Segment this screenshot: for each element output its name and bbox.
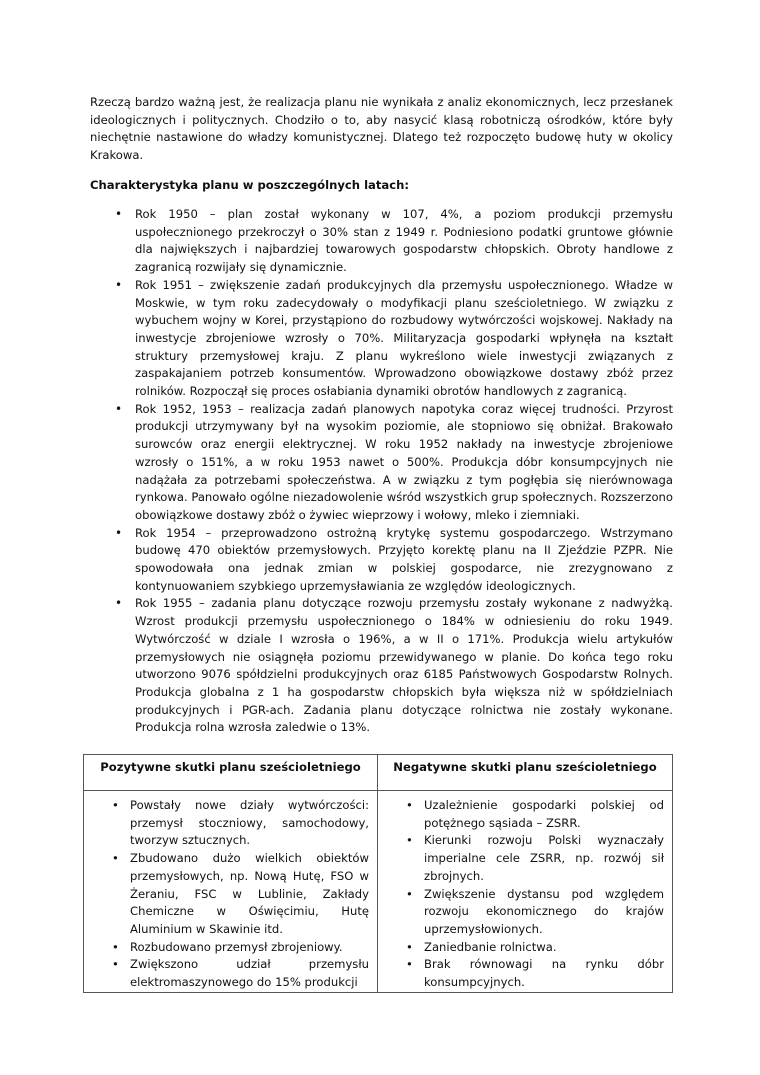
table-row <box>84 791 673 993</box>
list-item: • Zaniedbanie rolnictwa. <box>378 939 664 957</box>
list-item: • Kierunki rozwoju Polski wyznaczały imperialne cele ZSRR, np. rozwój sił zbrojnych. <box>378 832 664 885</box>
negative-cell <box>378 791 673 993</box>
negative-list <box>378 791 672 992</box>
list-item: • Powstały nowe działy wytwórczości: przemysł stoczniowy, samochodowy, tworzyw sztucznych. <box>84 797 369 850</box>
list-item: • Zwiększenie dystansu pod względem rozwoju ekonomicznego do krajów uprzemysłowionych. <box>378 886 664 939</box>
list-item-1954: • Rok 1954 – przeprowadzono ostrożną krytykę systemu gospodarczego. Wstrzymano budowę 470 obiektów przemysłowych. Przyjęto korektę planu na II Zjeździe PZPR. Nie spowodowała ona jednak zmian w polskiej gospodarce, nie zrezygnowano z kontynuowaniem szybkiego uprzemysławiania ze względów ideologicznych. <box>90 525 673 596</box>
list-item-1952-1953: • Rok 1952, 1953 – realizacja zadań planowych napotyka coraz więcej trudności. Przyrost produkcji utrzymywany był na wysokim poziomie, ale stopniowo się obniżał. Brakowało surowców oraz energii elektrycznej. W roku 1952 nakłady na inwestycje zbrojeniowe wzrosły o 151%, a w roku 1953 nawet o 500%. Produkcja dóbr konsumpcyjnych nie nadążała za potrzebami społeczeństwa. A w związku z tym pogłębia się nierównowaga rynkowa. Panowało ogólne niezadowolenie wśród wszystkich grup społecznych. Rozszerzono obowiązkowe dostawy zbóż o żywiec wieprzowy i wołowy, mleko i ziemniaki. <box>90 401 673 525</box>
list-item: • Brak równowagi na rynku dóbr konsumpcyjnych. <box>378 956 664 991</box>
list-item-1950: • Rok 1950 – plan został wykonany w 107, 4%, a poziom produkcji przemysłu uspołecznionego przekroczył o 30% stan z 1949 r. Podniesiono podatki gruntowe głównie dla największych i najbardziej towarowych gospodarstw chłopskich. Obroty handlowe z zagranicą rozwijały się dynamicznie. <box>90 206 673 277</box>
list-item-1951: • Rok 1951 – zwiększenie zadań produkcyjnych dla przemysłu uspołecznionego. Władze w Moskwie, w tym roku zadecydowały o modyfikacji planu sześcioletniego. W związku z wybuchem wojny w Korei, przystąpiono do rozbudowy wytwórczości wojskowej. Nakłady na inwestycje zbrojeniowe wzrosły o 70%. Militaryzacja gospodarki wpłynęła na kształt struktury przemysłowej kraju. Z planu wykreślono wiele inwestycji związanych z zaspakajaniem potrzeb konsumentów. Wprowadzono obowiązkowe dostawy zbóż przez rolników. Rozpoczął się proces osłabiania dynamiki obrotów handlowych z zagranicą. <box>90 277 673 401</box>
section-heading: Charakterystyka planu w poszczególnych latach: <box>90 178 410 192</box>
positive-list <box>84 791 377 992</box>
list-item: • Rozbudowano przemysł zbrojeniowy. <box>84 939 369 957</box>
header-negative: Negatywne skutki planu sześcioletniego <box>378 755 673 791</box>
list-item: • Uzależnienie gospodarki polskiej od potężnego sąsiada – ZSRR. <box>378 797 664 832</box>
effects-table <box>83 754 673 993</box>
years-list <box>90 206 673 737</box>
list-item-1955: • Rok 1955 – zadania planu dotyczące rozwoju przemysłu zostały wykonane z nadwyżką. Wzrost produkcji przemysłu uspołecznionego o 184% w odniesieniu do roku 1949. Wytwórczość w dziale I wzrosła o 196%, a w II o 171%. Produkcja wielu artykułów przemysłowych nie osiągnęła poziomu przewidywanego w planie. Do końca tego roku utworzono 9076 spółdzielni produkcyjnych oraz 6185 Państwowych Gospodarstw Rolnych. Produkcja globalna z 1 ha gospodarstw chłopskich była większa niż w spółdzielniach produkcyjnych i PGR-ach. Zadania planu dotyczące rolnictwa nie zostały wykonane. Produkcja rolna wzrosła zaledwie o 13%. <box>90 595 673 737</box>
positive-cell <box>84 791 378 993</box>
list-item: • Zwiększono udział przemysłu elektromaszynowego do 15% produkcji <box>84 956 369 991</box>
intro-paragraph: Rzeczą bardzo ważną jest, że realizacja planu nie wynikała z analiz ekonomicznych, lecz przesłanek ideologicznych i politycznych. Chodziło o to, aby nasycić klasą robotniczą ośrodków, które były niechętnie nastawione do władzy komunistycznej. Dlatego też rozpoczęto budowę huty w okolicy Krakowa. <box>90 95 673 163</box>
table-header-row <box>84 755 673 791</box>
header-positive: Pozytywne skutki planu sześcioletniego <box>84 755 378 791</box>
list-item: • Zbudowano dużo wielkich obiektów przemysłowych, np. Nową Hutę, FSO w Żeraniu, FSC w Lublinie, Zakłady Chemiczne w Oświęcimiu, Hutę Aluminium w Skawinie itd. <box>84 850 369 939</box>
